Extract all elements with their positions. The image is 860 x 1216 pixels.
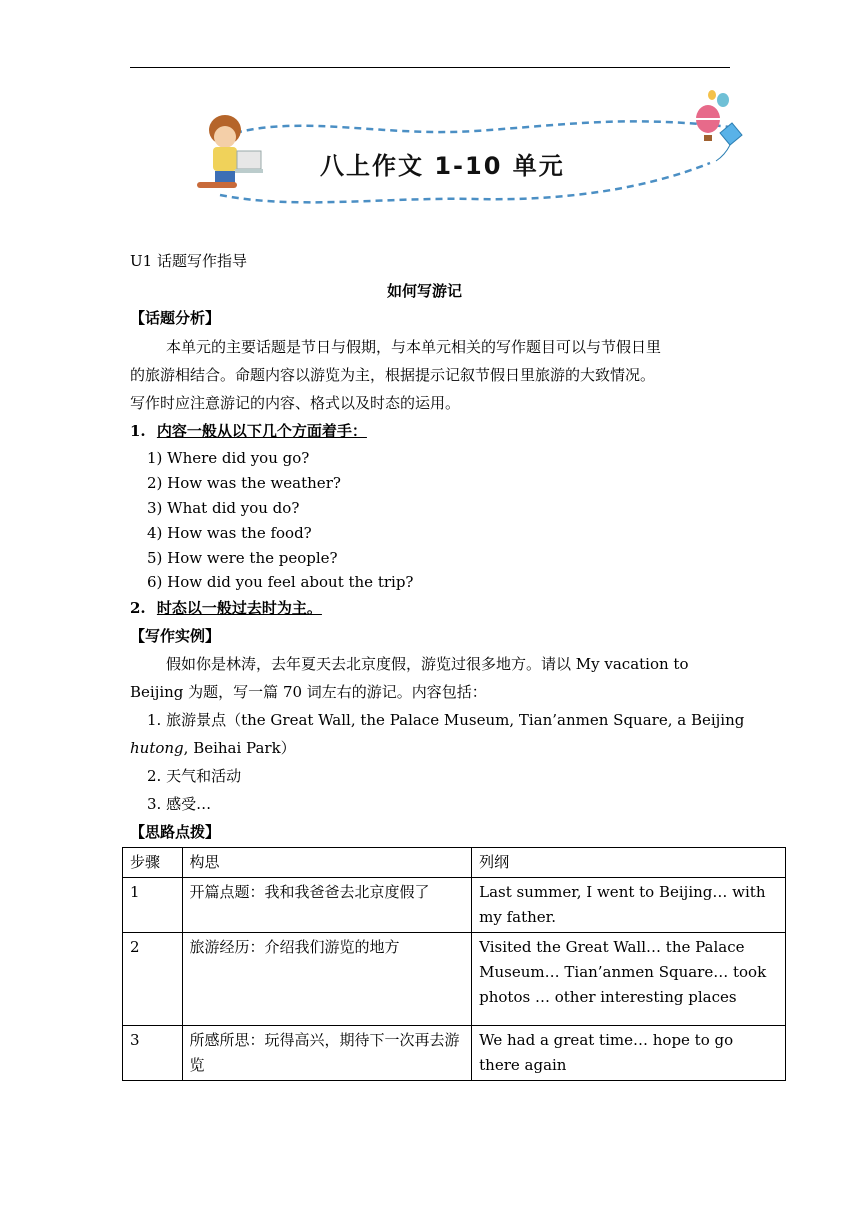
example-heading: 【写作实例】 bbox=[130, 627, 221, 645]
point-text: 时态以一般过去时为主。 bbox=[156, 599, 322, 617]
page-title: 八上作文 1-10 单元 bbox=[320, 152, 565, 180]
outline-cell: Visited the Great Wall… the Palace Museum… Tian’anmen Square… took photos … other interesting places bbox=[472, 933, 786, 1026]
header-rule bbox=[130, 67, 730, 68]
unit-label: U1 话题写作指导 bbox=[130, 252, 247, 270]
outline-cell: We had a great time… hope to go there again bbox=[472, 1026, 786, 1081]
idea-cell: 所感所思：玩得高兴，期待下一次再去游览 bbox=[182, 1026, 472, 1081]
italic-term: hutong bbox=[130, 739, 184, 757]
table-row bbox=[123, 878, 786, 933]
outline-cell: Last summer, I went to Beijing… with my father. bbox=[472, 878, 786, 933]
step-cell: 1 bbox=[123, 878, 183, 933]
tense-point-heading bbox=[130, 598, 322, 618]
example-prompt-line: Beijing 为题，写一篇 70 词左右的游记。内容包括： bbox=[130, 683, 487, 701]
example-prompt-line: 假如你是林涛，去年夏天去北京度假，游览过很多地方。请以 My vacation to bbox=[166, 655, 689, 673]
example-item: 3. 感受… bbox=[147, 795, 212, 813]
question-item: 1) Where did you go? bbox=[147, 449, 310, 467]
table-row bbox=[123, 1026, 786, 1081]
question-item: 5) How were the people? bbox=[147, 549, 338, 567]
girl-with-laptop-icon bbox=[197, 115, 263, 188]
column-header: 列纲 bbox=[472, 848, 786, 878]
table-row bbox=[123, 933, 786, 1026]
table-header-row bbox=[123, 848, 786, 878]
topic-analysis-paragraph-line: 本单元的主要话题是节日与假期，与本单元相关的写作题目可以与节假日里 bbox=[166, 338, 662, 356]
idea-cell: 开篇点题：我和我爸爸去北京度假了 bbox=[182, 878, 472, 933]
example-item: 2. 天气和活动 bbox=[147, 767, 242, 785]
point-number: 1. bbox=[130, 422, 146, 440]
item-rest: , Beihai Park） bbox=[183, 739, 296, 757]
outline-table bbox=[122, 847, 786, 1081]
step-cell: 3 bbox=[123, 1026, 183, 1081]
section-title: 如何写游记 bbox=[387, 282, 463, 300]
example-item-continued bbox=[130, 738, 296, 758]
point-number: 2. bbox=[130, 599, 146, 617]
example-item: 1. 旅游景点（the Great Wall, the Palace Museum, Tian’anmen Square, a Beijing bbox=[147, 711, 745, 729]
content-point-heading bbox=[130, 421, 367, 441]
idea-cell: 旅游经历：介绍我们游览的地方 bbox=[182, 933, 472, 1026]
column-header: 构思 bbox=[182, 848, 472, 878]
step-cell: 2 bbox=[123, 933, 183, 1026]
question-item: 3) What did you do? bbox=[147, 499, 300, 517]
question-item: 6) How did you feel about the trip? bbox=[147, 573, 414, 591]
question-item: 4) How was the food? bbox=[147, 524, 312, 542]
topic-analysis-paragraph-line: 写作时应注意游记的内容、格式以及时态的运用。 bbox=[130, 394, 461, 412]
topic-analysis-heading: 【话题分析】 bbox=[130, 309, 221, 327]
question-item: 2) How was the weather? bbox=[147, 474, 341, 492]
column-header: 步骤 bbox=[123, 848, 183, 878]
outline-heading: 【思路点拨】 bbox=[130, 823, 221, 841]
point-text: 内容一般从以下几个方面着手： bbox=[156, 422, 367, 440]
topic-analysis-paragraph-line: 的旅游相结合。命题内容以游览为主，根据提示记叙节假日里旅游的大致情况。 bbox=[130, 366, 656, 384]
banner-ribbon-top bbox=[235, 121, 730, 133]
